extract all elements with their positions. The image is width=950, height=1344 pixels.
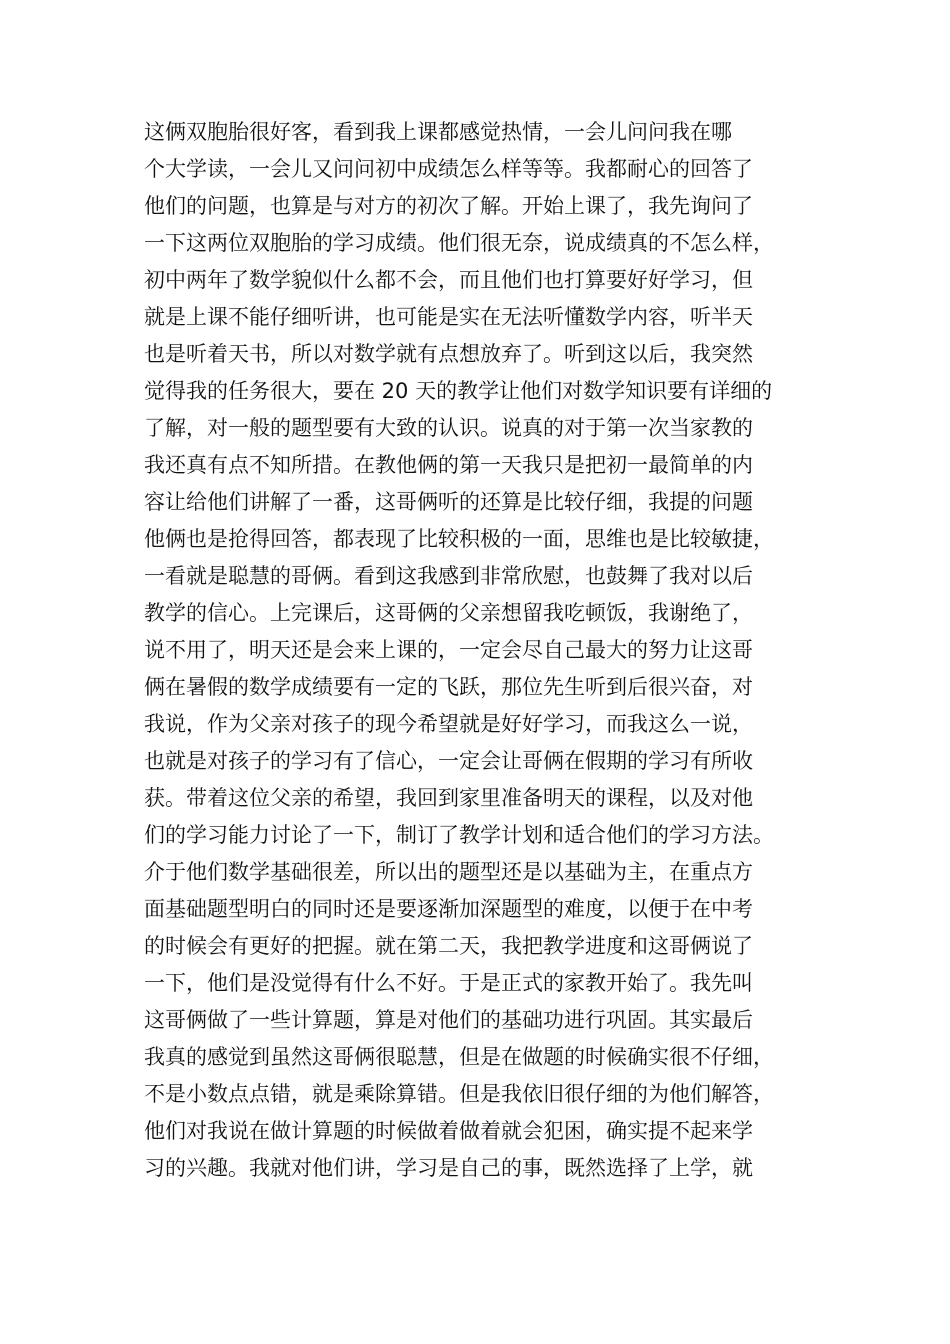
text-line-8: 觉得我的任务很大，要在 20 天的教学让他们对数学知识要有详细的 bbox=[144, 379, 773, 403]
text-line-12: 他俩也是抢得回答，都表现了比较积极的一面，思维也是比较敏捷， bbox=[144, 527, 774, 551]
text-line-6: 就是上课不能仔细听讲，也可能是实在无法听懂数学内容，听半天 bbox=[144, 305, 753, 329]
text-line-24: 一下，他们是没觉得有什么不好。于是正式的家教开始了。我先叫 bbox=[144, 971, 753, 995]
text-line-7: 也是听着天书，所以对数学就有点想放弃了。听到这以后，我突然 bbox=[144, 342, 753, 366]
text-line-26: 我真的感觉到虽然这哥俩很聪慧，但是在做题的时候确实很不仔细， bbox=[144, 1045, 774, 1069]
text-line-5: 初中两年了数学貌似什么都不会，而且他们也打算要好好学习，但 bbox=[144, 268, 753, 292]
text-line-10: 我还真有点不知所措。在教他俩的第一天我只是把初一最简单的内 bbox=[144, 453, 753, 477]
text-line-14: 教学的信心。上完课后，这哥俩的父亲想留我吃顿饭，我谢绝了， bbox=[144, 601, 753, 625]
text-line-9: 了解，对一般的题型要有大致的认识。说真的对于第一次当家教的 bbox=[144, 416, 753, 440]
text-line-16: 俩在暑假的数学成绩要有一定的飞跃，那位先生听到后很兴奋，对 bbox=[144, 675, 753, 699]
text-line-11: 容让给他们讲解了一番，这哥俩听的还算是比较仔细，我提的问题 bbox=[144, 490, 753, 514]
text-line-17: 我说，作为父亲对孩子的现今希望就是好好学习，而我这么一说， bbox=[144, 712, 753, 736]
text-line-19: 获。带着这位父亲的希望，我回到家里准备明天的课程，以及对他 bbox=[144, 786, 753, 810]
text-line-28: 他们对我说在做计算题的时候做着做着就会犯困，确实提不起来学 bbox=[144, 1119, 753, 1143]
text-line-27: 不是小数点点错，就是乘除算错。但是我依旧很仔细的为他们解答， bbox=[144, 1082, 774, 1106]
text-line-4: 一下这两位双胞胎的学习成绩。他们很无奈，说成绩真的不怎么样， bbox=[144, 231, 774, 255]
text-line-3: 他们的问题，也算是与对方的初次了解。开始上课了，我先询问了 bbox=[144, 194, 753, 218]
text-line-23: 的时候会有更好的把握。就在第二天，我把教学进度和这哥俩说了 bbox=[144, 934, 753, 958]
text-line-13: 一看就是聪慧的哥俩。看到这我感到非常欣慰，也鼓舞了我对以后 bbox=[144, 564, 753, 588]
text-line-15: 说不用了，明天还是会来上课的，一定会尽自己最大的努力让这哥 bbox=[144, 638, 753, 662]
text-line-18: 也就是对孩子的学习有了信心，一定会让哥俩在假期的学习有所收 bbox=[144, 749, 753, 773]
text-line-2: 个大学读，一会儿又问问初中成绩怎么样等等。我都耐心的回答了 bbox=[144, 157, 753, 181]
body-paragraph bbox=[144, 114, 834, 1187]
text-line-1: 这俩双胞胎很好客，看到我上课都感觉热情，一会儿问问我在哪 bbox=[144, 120, 732, 144]
text-line-22: 面基础题型明白的同时还是要逐渐加深题型的难度，以便于在中考 bbox=[144, 897, 753, 921]
text-line-25: 这哥俩做了一些计算题，算是对他们的基础功进行巩固。其实最后 bbox=[144, 1008, 753, 1032]
text-line-20: 们的学习能力讨论了一下，制订了教学计划和适合他们的学习方法。 bbox=[144, 823, 774, 847]
text-line-29: 习的兴趣。我就对他们讲，学习是自己的事，既然选择了上学，就 bbox=[144, 1156, 753, 1180]
text-line-21: 介于他们数学基础很差，所以出的题型还是以基础为主，在重点方 bbox=[144, 860, 753, 884]
